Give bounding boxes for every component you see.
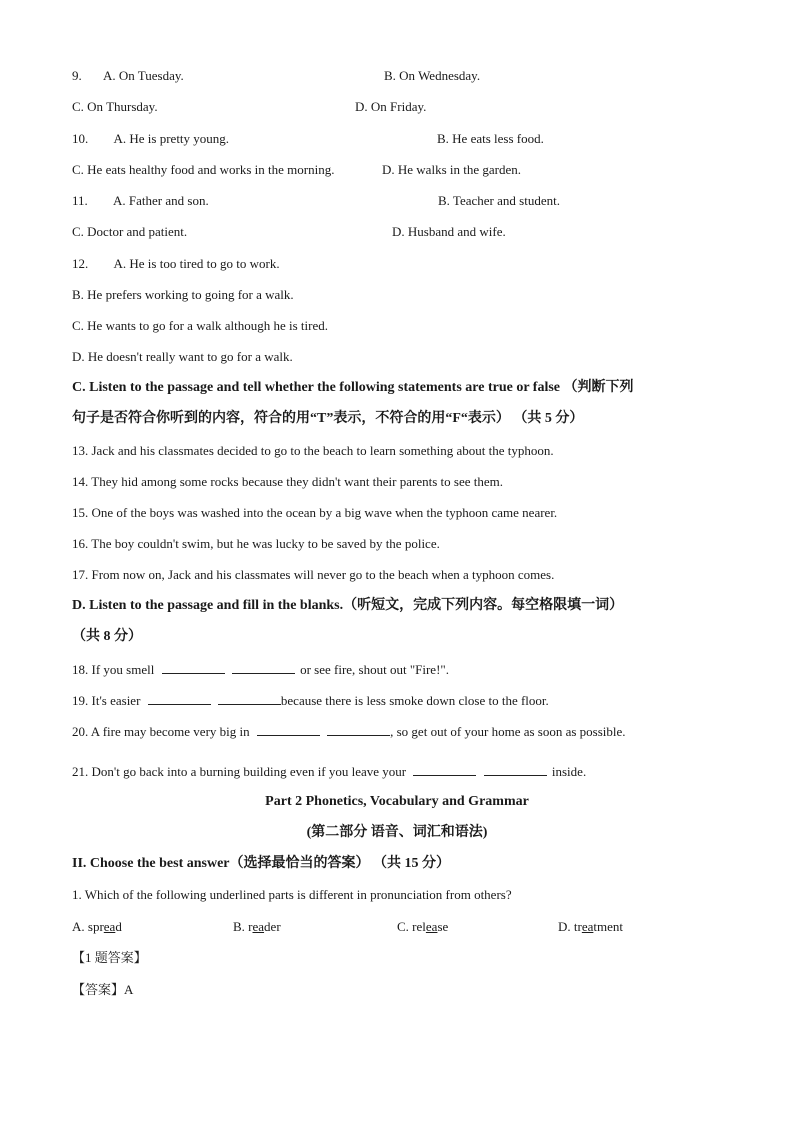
q10-option-d: D. He walks in the garden. (382, 162, 521, 177)
mc1-d-underlined: ea (581, 919, 594, 934)
q12-number: 12. (72, 256, 89, 271)
q11-option-a: A. Father and son. (113, 193, 209, 208)
q20-text-before: 20. A fire may become very big in (72, 724, 250, 739)
q12-row1 (72, 256, 280, 272)
part2-title: Part 2 Phonetics, Vocabulary and Grammar (265, 794, 529, 809)
tf-statement-14: 14. They hid among some rocks because they didn't want their parents to see them. (72, 474, 503, 489)
q20-blank-1 (257, 723, 320, 736)
q18-blank-1 (162, 661, 225, 674)
mc1-a-prefix: A. spr (72, 919, 104, 934)
q9-option-d: D. On Friday. (355, 99, 427, 114)
q21-text-before: 21. Don't go back into a burning building even if you leave your (72, 764, 407, 779)
mc1-a-suffix: d (115, 919, 122, 934)
q19-text-after: because there is less smoke down close to the floor. (280, 693, 549, 708)
fill-question-21 (72, 763, 586, 780)
mc1-c-underlined: ea (425, 919, 438, 934)
q10-row2 (72, 162, 521, 178)
section-d-heading-line1: D. Listen to the passage and fill in the blanks.（听短文，完成下列内容。每空格限填一词） (72, 598, 624, 613)
section-c-heading-line1: C. Listen to the passage and tell whether the following statements are true or false （判断下列 (72, 380, 634, 395)
q10-number: 10. (72, 131, 89, 146)
q21-blank-1 (413, 763, 476, 776)
tf-statement-17: 17. From now on, Jack and his classmates will never go to the beach when a typhoon comes. (72, 567, 555, 582)
q9-option-b: B. On Wednesday. (384, 68, 481, 83)
q20-text-after: , so get out of your home as soon as possible. (390, 724, 626, 739)
mc1-option-d (558, 919, 623, 935)
tf-statement-15: 15. One of the boys was washed into the ocean by a big wave when the typhoon came nearer. (72, 505, 558, 520)
mc1-c-prefix: C. rel (397, 919, 426, 934)
q11-option-b: B. Teacher and student. (438, 193, 560, 208)
q18-text-after: or see fire, shout out "Fire!". (300, 662, 449, 677)
section-c-heading-line2: 句子是否符合你听到的内容，符合的用“T”表示，不符合的用“F“表示） （共 5 分） (72, 411, 584, 426)
q20-blank-2 (327, 723, 390, 736)
mc1-b-underlined: ea (252, 919, 265, 934)
answer-row (72, 982, 133, 998)
section-d-heading-line2: （共 8 分） (72, 629, 142, 644)
q9-option-a: A. On Tuesday. (103, 68, 184, 83)
q12-option-d: D. He doesn't really want to go for a walk. (72, 349, 293, 364)
section-ii-heading: II. Choose the best answer（选择最恰当的答案） （共 15 分） (72, 856, 450, 871)
mc1-option-c (397, 919, 448, 935)
fill-question-20 (72, 723, 626, 740)
q11-number: 11. (72, 193, 88, 208)
mc1-option-a (72, 919, 122, 934)
q19-blank-2 (218, 692, 281, 705)
q18-text-before: 18. If you smell (72, 662, 155, 677)
q21-blank-2 (484, 763, 547, 776)
q11-option-c: C. Doctor and patient. (72, 224, 188, 239)
tf-statement-16: 16. The boy couldn't swim, but he was lucky to be saved by the police. (72, 536, 440, 551)
q9-number: 9. (72, 68, 82, 83)
q10-row1 (72, 131, 544, 147)
q11-row1 (72, 193, 560, 209)
mc1-d-prefix: D. tr (558, 919, 582, 934)
answer-value: A (124, 982, 134, 997)
answer-label-q1: 【1 题答案】 (72, 950, 147, 965)
q10-option-b: B. He eats less food. (437, 131, 544, 146)
q19-blank-1 (148, 692, 211, 705)
answer-label: 【答案】 (72, 982, 125, 997)
mc1-c-suffix: se (437, 919, 449, 934)
q12-option-c: C. He wants to go for a walk although he is tired. (72, 318, 328, 333)
mc1-d-suffix: tment (593, 919, 623, 934)
q12-option-a: A. He is too tired to go to work. (113, 256, 280, 271)
q10-option-c: C. He eats healthy food and works in the morning. (72, 162, 335, 177)
q9-option-c: C. On Thursday. (72, 99, 158, 114)
mc-question-1: 1. Which of the following underlined parts is different in pronunciation from others? (72, 887, 512, 902)
fill-question-19 (72, 692, 549, 709)
mc1-option-b (233, 919, 281, 935)
mc1-a-underlined: ea (103, 919, 116, 934)
q9-row1 (72, 68, 481, 84)
mc1-b-suffix: der (264, 919, 281, 934)
q19-text-before: 19. It's easier (72, 693, 141, 708)
mc1-b-prefix: B. r (233, 919, 253, 934)
part2-subtitle: (第二部分 语音、词汇和语法) (306, 825, 488, 840)
q11-option-d: D. Husband and wife. (392, 224, 506, 239)
tf-statement-13: 13. Jack and his classmates decided to go to the beach to learn something about the typhoon. (72, 443, 554, 458)
q11-row2 (72, 224, 506, 240)
fill-question-18 (72, 661, 449, 678)
q10-option-a: A. He is pretty young. (113, 131, 230, 146)
q12-option-b: B. He prefers working to going for a walk. (72, 287, 294, 302)
mc1-options-row (72, 919, 623, 935)
q18-blank-2 (232, 661, 295, 674)
q9-row2 (72, 99, 427, 115)
q21-text-after: inside. (551, 764, 587, 779)
